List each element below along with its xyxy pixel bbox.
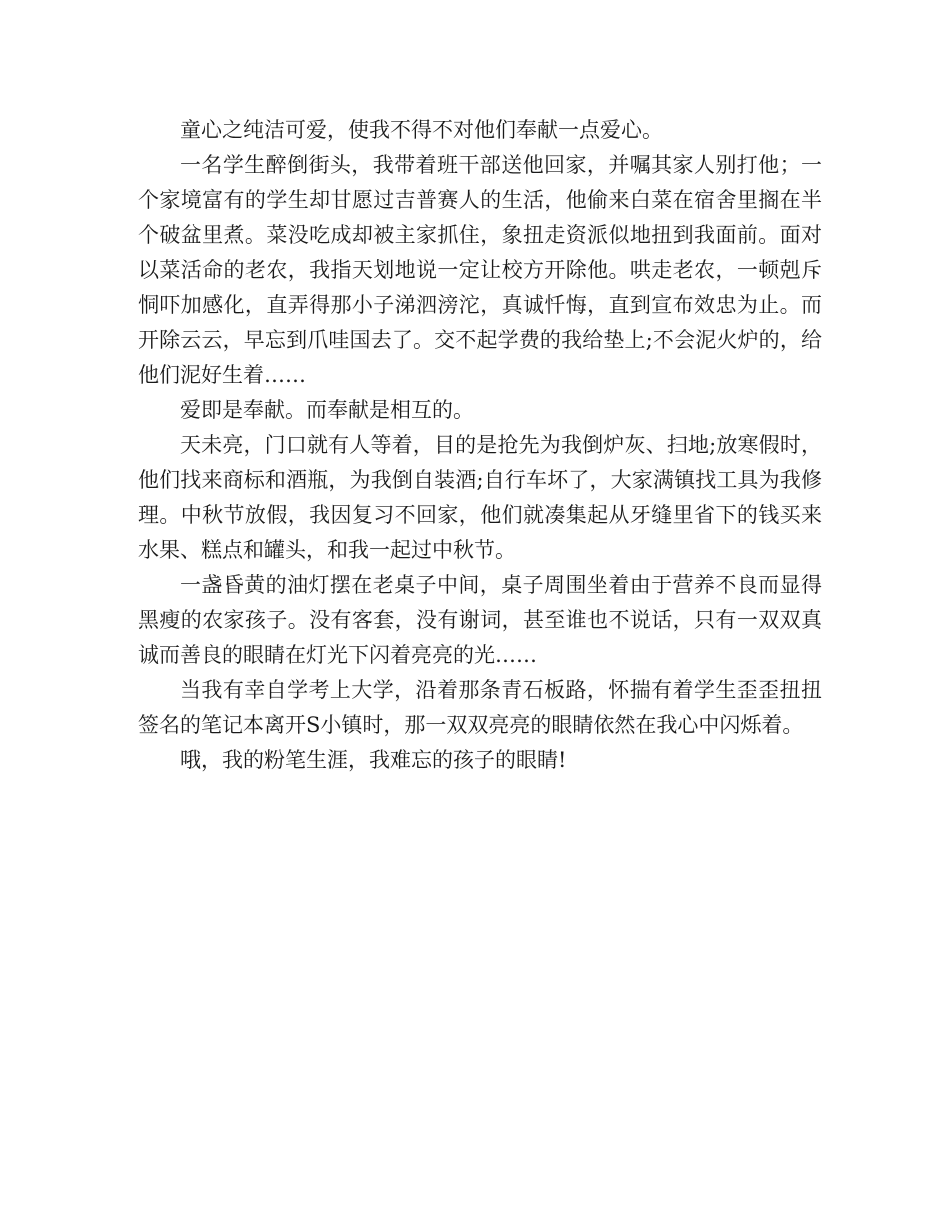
document-body <box>138 113 822 778</box>
paragraph: 爱即是奉献。而奉献是相互的。 <box>180 398 474 422</box>
paragraph: 当我有幸自学考上大学，沿着那条青石板路，怀揣有着学生歪歪扭扭签名的笔记本离开S小镇时，那一双双亮亮的眼睛依然在我心中闪烁着。 <box>138 678 822 737</box>
paragraph: 哦，我的粉笔生涯，我难忘的孩子的眼睛! <box>180 748 567 772</box>
paragraph: 一盏昏黄的油灯摆在老桌子中间，桌子周围坐着由于营养不良而显得黑瘦的农家孩子。没有客套，没有谢词，甚至谁也不说话，只有一双双真诚而善良的眼睛在灯光下闪着亮亮的光…… <box>138 573 822 667</box>
paragraph: 天未亮，门口就有人等着，目的是抢先为我倒炉灰、扫地;放寒假时，他们找来商标和酒瓶，为我倒自装酒;自行车坏了，大家满镇找工具为我修理。中秋节放假，我因复习不回家，他们就凑集起从牙缝里省下的钱买来水果、糕点和罐头，和我一起过中秋节。 <box>138 433 822 562</box>
paragraph: 一名学生醉倒街头，我带着班干部送他回家，并嘱其家人别打他；一个家境富有的学生却甘愿过吉普赛人的生活，他偷来白菜在宿舍里搁在半个破盆里煮。菜没吃成却被主家抓住，象扭走资派似地扭到我面前。面对以菜活命的老农，我指天划地说一定让校方开除他。哄走老农，一顿剋斥恫吓加感化，直弄得那小子涕泗滂沱，真诚忏悔，直到宣布效忠为止。而开除云云，早忘到爪哇国去了。交不起学费的我给垫上;不会泥火炉的，给他们泥好生着…… <box>138 153 822 387</box>
paragraph: 童心之纯洁可爱，使我不得不对他们奉献一点爱心。 <box>180 118 663 142</box>
